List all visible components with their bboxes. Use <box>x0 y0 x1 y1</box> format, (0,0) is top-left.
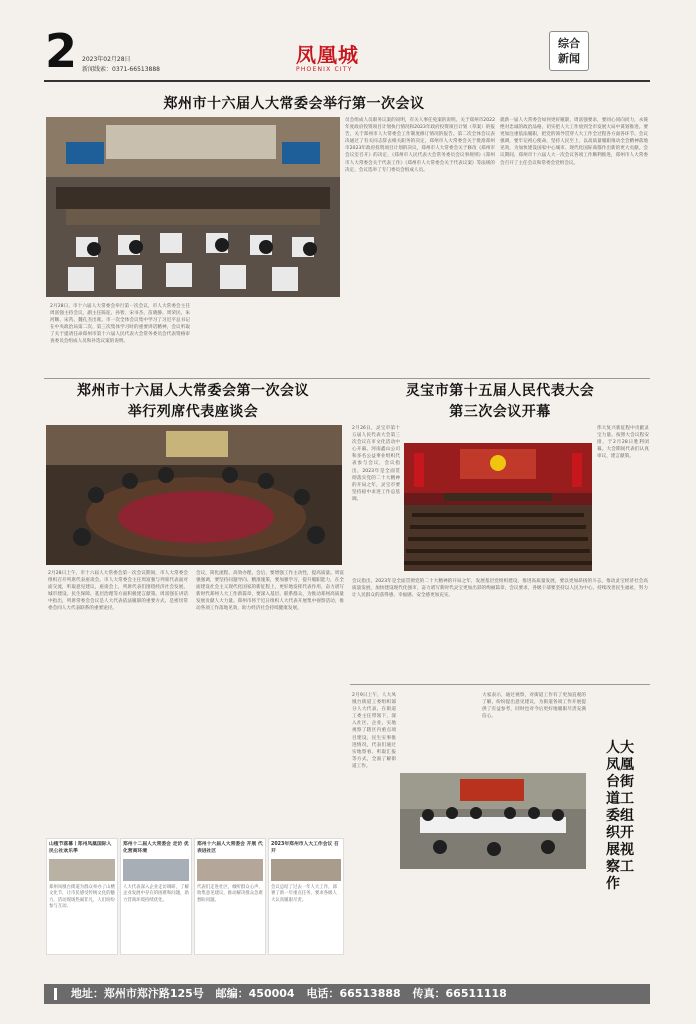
masthead-hotline: 新闻线索：0371-66513888 <box>82 66 160 73</box>
inspection-meeting-image <box>400 773 586 869</box>
footer-phone: 66513888 <box>339 987 401 1000</box>
article1-photo <box>46 117 340 297</box>
masthead-rule <box>44 80 650 82</box>
roundtable-image <box>46 425 342 565</box>
news-headline: 郑州十二届人大常委会 走访 优化营商环境 <box>123 842 189 854</box>
footer-address-label: 地址： <box>70 987 104 1000</box>
footer-address: 郑州市郑汴路125号 <box>103 987 204 1000</box>
news-snippet: 郑州凤凰台街道为群众举办了山楂文化节，让市民感受传统文化的魅力，活动现场热闹非凡，人们纷纷参与互动。 <box>49 885 115 910</box>
article4-title: 人大凤凰台街道工委组织开展视察工作 <box>606 740 634 892</box>
article3-left-col: 2月26日，灵宝市第十五届人民代表大会第三次会议在市文化活动中心开幕。河南鑫山公司和多名公益事业组织代表参与会议，会议指出，2023年是全面贯彻落实党的二十大精神的开局之年，灵宝市要坚持稳中求进工作总基调。 <box>352 426 400 502</box>
footer-zip-label: 邮编： <box>215 987 249 1000</box>
bottom-news-item <box>120 838 192 955</box>
bottom-news-item <box>268 838 344 955</box>
footer-marker <box>54 988 57 1000</box>
assembly-hall-image <box>404 443 592 571</box>
section-badge <box>549 31 589 71</box>
news-headline: 山楂节落幕丨郑州凤凰国际人民公社欢乐季 <box>49 842 112 854</box>
section-label: 综合新闻 <box>558 37 580 65</box>
article2-title-line2: 举行列席代表座谈会 <box>127 404 259 420</box>
article2-photo <box>46 425 342 565</box>
article3-title-line1: 灵宝市第十五届人民代表大会 <box>405 383 595 399</box>
masthead <box>0 0 696 100</box>
article4-photo <box>400 773 586 869</box>
bottom-news-strip <box>44 838 344 953</box>
bottom-news-item <box>194 838 266 955</box>
article1-col1: 2月28日，市十六届人大常委会举行第一次会议，市人大常委会主任周富强主持会议，副主任陈征、孙智、宋书杰、苗晓静、周荣民、朱河顺、宋芮、魏孔杰出席。市一次全体会议集中学习了习近平总书记在中央政治局第二次、第三次集体学习时的重要讲话精神，会议听取了关于提请任命郑州市第十六届人民代表大会常务委员会代表资格审查委员会组成人员和补选议案的说明。 <box>50 304 190 345</box>
masthead-date: 2023年02月28日 <box>82 56 131 63</box>
bottom-news-item <box>46 838 118 955</box>
meeting-hall-image <box>46 117 340 297</box>
article1-col2: 员会组成人员职务议案的说明，有关人事任免案的说明。关于郑州市2022年度政府投资项目计划执行情况和2023年政府投资项目计划（草案）的报告，关于郑州市人大常委会工作制度修订情况的报告。第二次全体会议表决通过了有关同志辞去相关职务的决定，郑州市人大常委会关于批准郑州市2023年政府投资项目计划的决议，郑州市人大常委会关于修改《郑州市会议室召开》的决定，《郑州市人民代表大会常务委员会议事规则》《郑州市人大常委会关于代表工作》《郑州市人大常委会关于代表议案》等法规的决定，会议选举了专门委员会组成人员。 <box>345 118 495 173</box>
footer-bar <box>44 984 650 1004</box>
article3-bottom: 会议指出，2023年是全面贯彻党的二十大精神的开局之年，发展基层党组织建设，推进高质量发展，要以更加昂扬的斗志，推动灵宝经济社会高质量发展，加快建设现代化强市，奋力谱写新时代灵宝更加出彩的绚丽篇章，会议要求，各级干部要坚持以人民为中心，持续改善民生福祉，努力让人民群众的获得感、幸福感、安全感更加充实。 <box>352 579 648 599</box>
section-rule-1 <box>44 378 650 379</box>
article2-col1: 2月28日上午，市十六届人大常委会第一次会议期间，市人大常委会组织召开列席代表座谈会。市人大常委会主任周富强与列席代表面对面交流，听取意见建议，座谈会上，列席代表们围绕经济社会发展、城市建设、民生保障、基层治理等方面积极建言献策。周富强在讲话中指出，列席常委会会议是人大代表依法履职的重要方式，是密切常委会同人大代表联系的重要途径。 <box>48 571 188 612</box>
section-rule-2 <box>350 684 650 685</box>
footer-fax-label: 传真： <box>412 987 446 1000</box>
footer-fax: 66511118 <box>445 987 507 1000</box>
footer-phone-label: 电话： <box>306 987 340 1000</box>
news-snippet: 代表们走进社区，倾听群众心声，收集意见建议，推动解决群众急难愁盼问题。 <box>197 885 263 903</box>
article3-photo <box>404 443 592 571</box>
article4-col2: 大家表示，通过视察，对街道工作有了更加直观的了解，纷纷提出意见建议，为街道各项工作开展提供了有益参考，同时也对今后更好地履职尽责充满信心。 <box>482 693 586 720</box>
page-number: 2 <box>45 24 78 78</box>
article3-right-col: 伟大复兴新征程中贡献灵宝力量。按照大会议程安排，于2月28日胜利闭幕。大会期间代表们认真审议，建言献策。 <box>597 426 649 460</box>
article2-col2: 会议，简化流程、高效办理，会后，要增强工作主动性，提高质量。周富强强调，要坚持问题导向、精准施策，要加强学习，提升履职能力，在全面建设社会主义现代化国家的新征程上，更好地发挥代表作用，奋力谱写新时代郑州人大工作新篇章，要深入基层、联系群众，为推动郑州高质量发展贡献人大力量。郑州市将于近日组织人大代表开展集中视察活动，推动各项工作落地见效，助力经济社会持续健康发展。 <box>196 571 344 612</box>
article1-title: 郑州市十六届人大常委会举行第一次会议 <box>163 96 425 112</box>
article1-col3: 就新一届人大常委会如何更好履职，周富强要求，要同心同向同力，永葆绝对忠诚的政治品格，切实把人大工作放到全市发展大局中谋划推进。要更加注重依法履职，把党的领导贯穿人大工作全过程各方面各环节。会议强调，要牢记初心使命，坚持人民至上，以高质量履职推动全会精神落地见效，为加快建设国家中心城市、现代化国际商都作出新的更大贡献。会议期间，郑州市十六届人大一次会议各项工作顺利推进，郑州市人大常委会召开了主任会议和常委会党组会议。 <box>500 118 648 166</box>
article3-title-line2: 第三次会议开幕 <box>449 404 551 420</box>
article2-title-line1: 郑州市十六届人大常委会第一次会议 <box>77 383 309 399</box>
logo-cn: 凤凰城 <box>296 43 359 67</box>
news-snippet: 人大代表深入企业走访调研，了解企业发展中存在的困难和问题，助力营商环境持续优化。 <box>123 885 189 903</box>
news-snippet: 会议总结了过去一年人大工作，部署了新一年重点任务，要求各级人大认真履职尽责。 <box>271 885 337 903</box>
logo-en: PHOENIX CITY <box>296 66 353 73</box>
masthead-logo <box>296 44 376 78</box>
footer-zip: 450004 <box>248 987 295 1000</box>
news-headline: 郑州十六届人大常委会 开展 代表进社区 <box>197 842 263 854</box>
news-headline: 2023年郑州市人大工作会议 召开 <box>271 842 339 854</box>
article4-col1: 2月9日上午，人大凤凰台街道工委组织部分人大代表，在街道工委主任带领下，深入社区、企业，实地视察了辖区内重点项目建设、民生实事推进情况，代表们通过实地察看、听取汇报等方式，全面了解街道工作。 <box>352 693 396 769</box>
